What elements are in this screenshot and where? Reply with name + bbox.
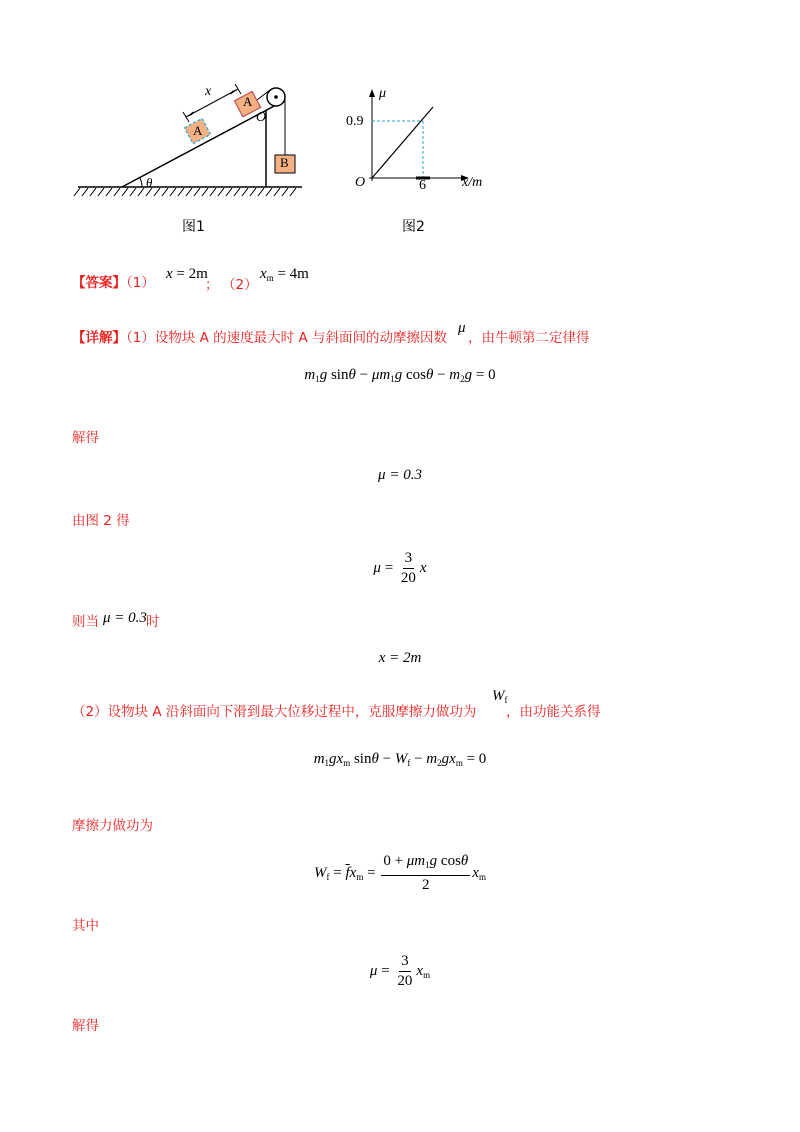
detail-intro-tail: ，由牛顿第二定律得 (468, 330, 590, 346)
part2-tail: ，由功能关系得 (506, 704, 601, 720)
equation-energy: $m_1gx_m$ $\sin\theta - W_f - m_2gx_m = 0$ (313, 751, 487, 768)
fig1-label-a-top: A (243, 94, 253, 109)
answer-part2: （2） (222, 277, 258, 293)
answer-tag: 【答案】 (72, 275, 126, 291)
answer-part1: （1） (126, 275, 155, 291)
x-tick-label: 6 (419, 178, 426, 193)
fig1-label-o: O (256, 110, 267, 125)
ground-hatch (74, 188, 296, 196)
y-axis-label: μ (379, 86, 387, 101)
equation-newton: $m_1g$ $\sin\theta - \mu m_1g$ $\cos\theta - m_2g = 0$ (304, 367, 496, 384)
detail-intro-mu: μ (458, 320, 466, 336)
figure1-caption: 图1 (182, 219, 205, 235)
y-tick-label: 0.9 (346, 114, 364, 129)
jiede-2: 解得 (72, 1018, 99, 1034)
part2-wf: $W_f$ (492, 688, 508, 705)
answer-sep: ； (205, 277, 219, 293)
fig1-label-theta: θ (146, 175, 153, 190)
figure2-caption: 图2 (402, 219, 425, 235)
zedang-tail: 时 (146, 614, 160, 630)
equation-mu-xm: μ = $\frac{3}{20}$ $x_m$ (369, 953, 431, 989)
jiede-1: 解得 (72, 430, 99, 446)
equation-x: x = 2m (378, 650, 422, 666)
detail-intro: 【详解】（1）设物块 A 的速度最大时 A 与斜面间的动摩擦因数 (72, 330, 447, 346)
answer-line (72, 273, 155, 293)
fig1-label-b: B (280, 155, 289, 170)
answer-eq2: $x_m = 4m$ (260, 266, 309, 283)
origin-label: O (355, 175, 366, 190)
detail-tag: 【详解】 (72, 330, 126, 346)
qizhong-label: 其中 (72, 918, 99, 934)
equation-mu-x: μ = $\frac{3}{20}$ x (373, 550, 427, 586)
fig1-label-a-dashed: A (193, 123, 203, 138)
equation-mu: μ = 0.3 (378, 467, 422, 483)
x-axis-label: x/m (462, 175, 483, 190)
mocali-label: 摩擦力做功为 (72, 818, 153, 834)
answer-eq1: x = 2m (166, 266, 208, 282)
series-line (372, 107, 433, 178)
equation-work: $W_f = \overline{f}x_m$ = $\frac{0 + \mu m_1g \cos\theta}{2}$ $x_m$ (314, 853, 486, 893)
zedang-prefix: 则当 (72, 614, 99, 630)
youtu-2: 由图 2 得 (72, 513, 130, 529)
figure1-diagram (70, 75, 310, 205)
zedang-eq: μ = 0.3 (103, 610, 147, 626)
fig1-label-x: x (205, 84, 212, 99)
part2-intro: （2）设物块 A 沿斜面向下滑到最大位移过程中，克服摩擦力做功为 (72, 704, 477, 720)
